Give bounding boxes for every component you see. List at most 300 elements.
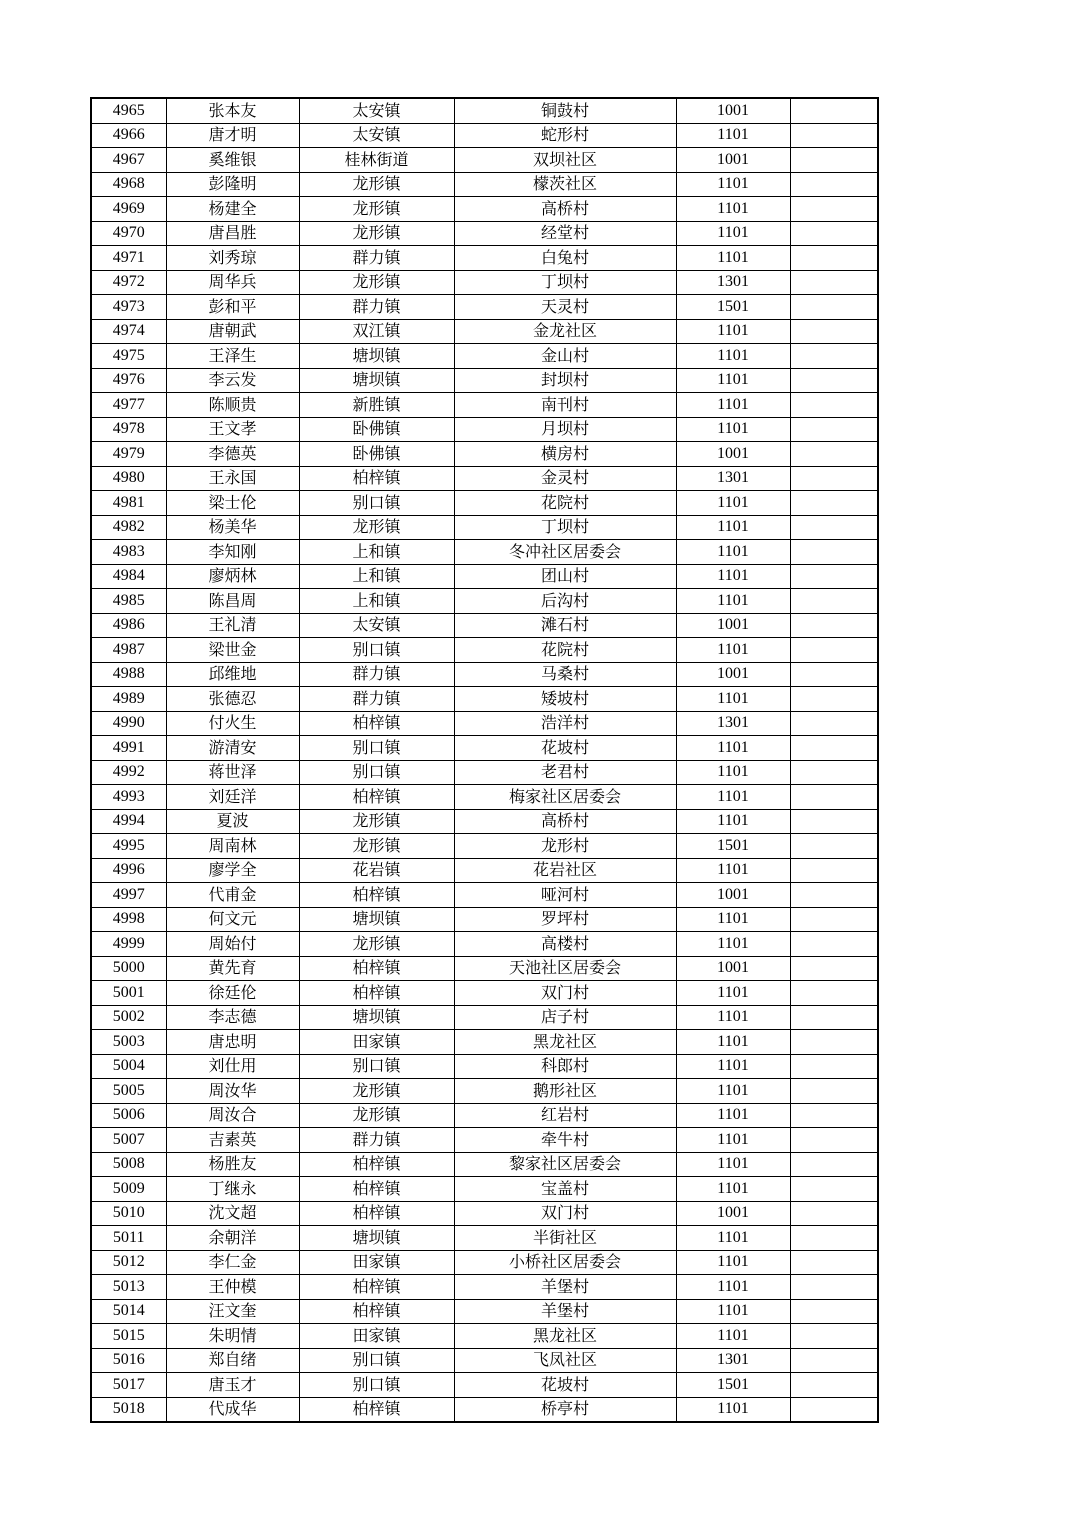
record-number-cell: 4975 [91, 344, 166, 369]
remark-cell [790, 1397, 878, 1422]
village-cell: 白兔村 [454, 246, 676, 271]
record-number-cell: 4967 [91, 148, 166, 173]
code-cell: 1101 [676, 1005, 790, 1030]
table-row [91, 858, 878, 883]
table-row [91, 736, 878, 761]
town-cell: 别口镇 [299, 1054, 454, 1079]
name-cell: 沈文超 [166, 1201, 299, 1226]
table-row [91, 1152, 878, 1177]
table-row [91, 466, 878, 491]
village-cell: 封坝村 [454, 368, 676, 393]
name-cell: 陈昌周 [166, 589, 299, 614]
town-cell: 上和镇 [299, 589, 454, 614]
remark-cell [790, 687, 878, 712]
name-cell: 代成华 [166, 1397, 299, 1422]
record-number-cell: 4968 [91, 172, 166, 197]
record-number-cell: 5005 [91, 1079, 166, 1104]
town-cell: 群力镇 [299, 1128, 454, 1153]
village-cell: 双坝社区 [454, 148, 676, 173]
record-number-cell: 4966 [91, 123, 166, 148]
village-cell: 冬冲社区居委会 [454, 540, 676, 565]
town-cell: 太安镇 [299, 613, 454, 638]
table-row [91, 589, 878, 614]
name-cell: 周始付 [166, 932, 299, 957]
table-row [91, 834, 878, 859]
code-cell: 1501 [676, 834, 790, 859]
remark-cell [790, 1226, 878, 1251]
code-cell: 1301 [676, 711, 790, 736]
remark-cell [790, 932, 878, 957]
remark-cell [790, 197, 878, 222]
table-row [91, 809, 878, 834]
table-row [91, 907, 878, 932]
name-cell: 邱维地 [166, 662, 299, 687]
village-cell: 花院村 [454, 491, 676, 516]
remark-cell [790, 344, 878, 369]
record-number-cell: 4969 [91, 197, 166, 222]
record-number-cell: 5008 [91, 1152, 166, 1177]
remark-cell [790, 1177, 878, 1202]
table-row [91, 172, 878, 197]
name-cell: 王永国 [166, 466, 299, 491]
village-cell: 团山村 [454, 564, 676, 589]
remark-cell [790, 393, 878, 418]
town-cell: 太安镇 [299, 123, 454, 148]
town-cell: 别口镇 [299, 760, 454, 785]
name-cell: 杨美华 [166, 515, 299, 540]
remark-cell [790, 1152, 878, 1177]
village-cell: 双门村 [454, 1201, 676, 1226]
table-row [91, 932, 878, 957]
remark-cell [790, 491, 878, 516]
town-cell: 别口镇 [299, 736, 454, 761]
code-cell: 1101 [676, 932, 790, 957]
record-number-cell: 4979 [91, 442, 166, 467]
remark-cell [790, 858, 878, 883]
name-cell: 奚维银 [166, 148, 299, 173]
record-number-cell: 4970 [91, 221, 166, 246]
name-cell: 张本友 [166, 98, 299, 123]
code-cell: 1101 [676, 417, 790, 442]
code-cell: 1101 [676, 344, 790, 369]
table-row [91, 564, 878, 589]
code-cell: 1101 [676, 491, 790, 516]
name-cell: 唐朝武 [166, 319, 299, 344]
name-cell: 刘仕用 [166, 1054, 299, 1079]
record-number-cell: 5011 [91, 1226, 166, 1251]
town-cell: 龙形镇 [299, 932, 454, 957]
code-cell: 1101 [676, 319, 790, 344]
record-number-cell: 4991 [91, 736, 166, 761]
record-number-cell: 5015 [91, 1324, 166, 1349]
remark-cell [790, 736, 878, 761]
village-cell: 浩洋村 [454, 711, 676, 736]
code-cell: 1101 [676, 1226, 790, 1251]
remark-cell [790, 246, 878, 271]
village-cell: 蛇形村 [454, 123, 676, 148]
name-cell: 彭隆明 [166, 172, 299, 197]
town-cell: 塘坝镇 [299, 1226, 454, 1251]
village-cell: 牵牛村 [454, 1128, 676, 1153]
table-row [91, 319, 878, 344]
table-row [91, 638, 878, 663]
table-row [91, 442, 878, 467]
record-number-cell: 4981 [91, 491, 166, 516]
town-cell: 别口镇 [299, 1348, 454, 1373]
record-number-cell: 5012 [91, 1250, 166, 1275]
village-cell: 高桥村 [454, 197, 676, 222]
code-cell: 1101 [676, 760, 790, 785]
village-cell: 黑龙社区 [454, 1030, 676, 1055]
village-cell: 双门村 [454, 981, 676, 1006]
code-cell: 1101 [676, 1128, 790, 1153]
code-cell: 1101 [676, 368, 790, 393]
name-cell: 余朝洋 [166, 1226, 299, 1251]
name-cell: 夏波 [166, 809, 299, 834]
remark-cell [790, 1103, 878, 1128]
town-cell: 新胜镇 [299, 393, 454, 418]
town-cell: 龙形镇 [299, 172, 454, 197]
town-cell: 柏梓镇 [299, 1275, 454, 1300]
code-cell: 1001 [676, 662, 790, 687]
remark-cell [790, 1348, 878, 1373]
table-row [91, 417, 878, 442]
village-cell: 天池社区居委会 [454, 956, 676, 981]
table-row [91, 1373, 878, 1398]
remark-cell [790, 172, 878, 197]
remark-cell [790, 1030, 878, 1055]
code-cell: 1101 [676, 981, 790, 1006]
record-number-cell: 4965 [91, 98, 166, 123]
village-cell: 天灵村 [454, 295, 676, 320]
village-cell: 科郎村 [454, 1054, 676, 1079]
remark-cell [790, 907, 878, 932]
table-row [91, 148, 878, 173]
record-number-cell: 4990 [91, 711, 166, 736]
code-cell: 1101 [676, 1324, 790, 1349]
name-cell: 李仁金 [166, 1250, 299, 1275]
village-cell: 老君村 [454, 760, 676, 785]
record-number-cell: 4996 [91, 858, 166, 883]
name-cell: 周汝合 [166, 1103, 299, 1128]
remark-cell [790, 1324, 878, 1349]
town-cell: 柏梓镇 [299, 1177, 454, 1202]
town-cell: 柏梓镇 [299, 1299, 454, 1324]
remark-cell [790, 1250, 878, 1275]
remark-cell [790, 1373, 878, 1398]
code-cell: 1101 [676, 540, 790, 565]
village-cell: 后沟村 [454, 589, 676, 614]
record-number-cell: 5003 [91, 1030, 166, 1055]
name-cell: 唐玉才 [166, 1373, 299, 1398]
code-cell: 1001 [676, 148, 790, 173]
table-row [91, 687, 878, 712]
code-cell: 1301 [676, 270, 790, 295]
village-cell: 黑龙社区 [454, 1324, 676, 1349]
town-cell: 塘坝镇 [299, 344, 454, 369]
town-cell: 花岩镇 [299, 858, 454, 883]
table-row [91, 368, 878, 393]
record-number-cell: 5017 [91, 1373, 166, 1398]
name-cell: 彭和平 [166, 295, 299, 320]
village-cell: 飞凤社区 [454, 1348, 676, 1373]
table-row [91, 956, 878, 981]
record-number-cell: 5004 [91, 1054, 166, 1079]
town-cell: 柏梓镇 [299, 1397, 454, 1422]
village-cell: 红岩村 [454, 1103, 676, 1128]
remark-cell [790, 540, 878, 565]
town-cell: 柏梓镇 [299, 711, 454, 736]
table-row [91, 760, 878, 785]
village-cell: 花坡村 [454, 736, 676, 761]
table-row [91, 1299, 878, 1324]
table-row [91, 662, 878, 687]
village-cell: 金龙社区 [454, 319, 676, 344]
village-cell: 滩石村 [454, 613, 676, 638]
remark-cell [790, 1128, 878, 1153]
code-cell: 1101 [676, 393, 790, 418]
record-number-cell: 5016 [91, 1348, 166, 1373]
record-number-cell: 5013 [91, 1275, 166, 1300]
name-cell: 刘秀琼 [166, 246, 299, 271]
town-cell: 双江镇 [299, 319, 454, 344]
table-row [91, 883, 878, 908]
village-cell: 龙形村 [454, 834, 676, 859]
town-cell: 别口镇 [299, 638, 454, 663]
record-number-cell: 5006 [91, 1103, 166, 1128]
remark-cell [790, 515, 878, 540]
table-row [91, 344, 878, 369]
table-row [91, 1128, 878, 1153]
code-cell: 1501 [676, 295, 790, 320]
town-cell: 田家镇 [299, 1250, 454, 1275]
table-row [91, 1275, 878, 1300]
name-cell: 杨建全 [166, 197, 299, 222]
name-cell: 李德英 [166, 442, 299, 467]
record-number-cell: 4992 [91, 760, 166, 785]
village-cell: 小桥社区居委会 [454, 1250, 676, 1275]
name-cell: 杨胜友 [166, 1152, 299, 1177]
table-row [91, 1348, 878, 1373]
record-number-cell: 5001 [91, 981, 166, 1006]
name-cell: 郑自绪 [166, 1348, 299, 1373]
village-cell: 梅家社区居委会 [454, 785, 676, 810]
table-row [91, 1103, 878, 1128]
town-cell: 太安镇 [299, 98, 454, 123]
table-row [91, 1079, 878, 1104]
town-cell: 龙形镇 [299, 515, 454, 540]
village-cell: 店子村 [454, 1005, 676, 1030]
code-cell: 1101 [676, 1030, 790, 1055]
table-row [91, 613, 878, 638]
record-number-cell: 4989 [91, 687, 166, 712]
remark-cell [790, 834, 878, 859]
village-cell: 宝盖村 [454, 1177, 676, 1202]
record-table-body [91, 98, 878, 1422]
remark-cell [790, 589, 878, 614]
name-cell: 周南林 [166, 834, 299, 859]
code-cell: 1101 [676, 736, 790, 761]
name-cell: 游清安 [166, 736, 299, 761]
town-cell: 龙形镇 [299, 809, 454, 834]
village-cell: 经堂村 [454, 221, 676, 246]
record-number-cell: 4971 [91, 246, 166, 271]
town-cell: 上和镇 [299, 540, 454, 565]
town-cell: 龙形镇 [299, 270, 454, 295]
village-cell: 罗坪村 [454, 907, 676, 932]
remark-cell [790, 638, 878, 663]
remark-cell [790, 1005, 878, 1030]
code-cell: 1001 [676, 442, 790, 467]
table-row [91, 246, 878, 271]
village-cell: 马桑村 [454, 662, 676, 687]
name-cell: 张德忍 [166, 687, 299, 712]
village-cell: 矮坡村 [454, 687, 676, 712]
remark-cell [790, 711, 878, 736]
record-number-cell: 4983 [91, 540, 166, 565]
table-row [91, 1201, 878, 1226]
code-cell: 1101 [676, 1103, 790, 1128]
code-cell: 1001 [676, 883, 790, 908]
town-cell: 柏梓镇 [299, 883, 454, 908]
name-cell: 丁继永 [166, 1177, 299, 1202]
name-cell: 唐才明 [166, 123, 299, 148]
name-cell: 王泽生 [166, 344, 299, 369]
name-cell: 徐廷伦 [166, 981, 299, 1006]
town-cell: 田家镇 [299, 1030, 454, 1055]
name-cell: 李志德 [166, 1005, 299, 1030]
remark-cell [790, 442, 878, 467]
record-number-cell: 4977 [91, 393, 166, 418]
town-cell: 柏梓镇 [299, 785, 454, 810]
town-cell: 龙形镇 [299, 197, 454, 222]
remark-cell [790, 564, 878, 589]
record-number-cell: 5000 [91, 956, 166, 981]
remark-cell [790, 1275, 878, 1300]
name-cell: 蒋世泽 [166, 760, 299, 785]
record-number-cell: 5018 [91, 1397, 166, 1422]
remark-cell [790, 368, 878, 393]
village-cell: 檬茨社区 [454, 172, 676, 197]
table-row [91, 1250, 878, 1275]
remark-cell [790, 956, 878, 981]
table-row [91, 270, 878, 295]
table-row [91, 393, 878, 418]
village-cell: 丁坝村 [454, 515, 676, 540]
town-cell: 柏梓镇 [299, 981, 454, 1006]
town-cell: 柏梓镇 [299, 1152, 454, 1177]
town-cell: 龙形镇 [299, 834, 454, 859]
village-cell: 哑河村 [454, 883, 676, 908]
name-cell: 付火生 [166, 711, 299, 736]
remark-cell [790, 123, 878, 148]
table-row [91, 197, 878, 222]
record-number-cell: 4997 [91, 883, 166, 908]
remark-cell [790, 98, 878, 123]
code-cell: 1301 [676, 1348, 790, 1373]
remark-cell [790, 295, 878, 320]
remark-cell [790, 883, 878, 908]
table-row [91, 1397, 878, 1422]
record-number-cell: 4995 [91, 834, 166, 859]
town-cell: 群力镇 [299, 295, 454, 320]
remark-cell [790, 466, 878, 491]
remark-cell [790, 809, 878, 834]
town-cell: 塘坝镇 [299, 368, 454, 393]
code-cell: 1101 [676, 1275, 790, 1300]
code-cell: 1101 [676, 785, 790, 810]
record-number-cell: 4974 [91, 319, 166, 344]
town-cell: 柏梓镇 [299, 466, 454, 491]
table-row [91, 1226, 878, 1251]
table-row [91, 1324, 878, 1349]
remark-cell [790, 221, 878, 246]
town-cell: 上和镇 [299, 564, 454, 589]
name-cell: 黄先育 [166, 956, 299, 981]
name-cell: 王仲模 [166, 1275, 299, 1300]
record-number-cell: 4999 [91, 932, 166, 957]
code-cell: 1101 [676, 1079, 790, 1104]
code-cell: 1101 [676, 123, 790, 148]
town-cell: 龙形镇 [299, 1079, 454, 1104]
name-cell: 廖炳林 [166, 564, 299, 589]
code-cell: 1101 [676, 172, 790, 197]
town-cell: 群力镇 [299, 687, 454, 712]
record-number-cell: 4986 [91, 613, 166, 638]
village-cell: 横房村 [454, 442, 676, 467]
village-cell: 金灵村 [454, 466, 676, 491]
town-cell: 塘坝镇 [299, 1005, 454, 1030]
remark-cell [790, 1201, 878, 1226]
town-cell: 别口镇 [299, 1373, 454, 1398]
name-cell: 廖学全 [166, 858, 299, 883]
town-cell: 卧佛镇 [299, 417, 454, 442]
table-row [91, 515, 878, 540]
remark-cell [790, 760, 878, 785]
name-cell: 何文元 [166, 907, 299, 932]
name-cell: 陈顺贵 [166, 393, 299, 418]
remark-cell [790, 1079, 878, 1104]
town-cell: 卧佛镇 [299, 442, 454, 467]
table-row [91, 98, 878, 123]
village-cell: 花坡村 [454, 1373, 676, 1398]
code-cell: 1101 [676, 515, 790, 540]
table-row [91, 491, 878, 516]
code-cell: 1101 [676, 1299, 790, 1324]
record-number-cell: 4976 [91, 368, 166, 393]
code-cell: 1501 [676, 1373, 790, 1398]
name-cell: 梁士伦 [166, 491, 299, 516]
table-row [91, 711, 878, 736]
remark-cell [790, 319, 878, 344]
table-row [91, 540, 878, 565]
record-number-cell: 5014 [91, 1299, 166, 1324]
table-row [91, 981, 878, 1006]
code-cell: 1101 [676, 1397, 790, 1422]
code-cell: 1101 [676, 1054, 790, 1079]
village-cell: 鹅形社区 [454, 1079, 676, 1104]
record-number-cell: 4985 [91, 589, 166, 614]
table-row [91, 1177, 878, 1202]
record-number-cell: 4984 [91, 564, 166, 589]
name-cell: 唐忠明 [166, 1030, 299, 1055]
code-cell: 1101 [676, 809, 790, 834]
record-number-cell: 5002 [91, 1005, 166, 1030]
town-cell: 群力镇 [299, 246, 454, 271]
town-cell: 群力镇 [299, 662, 454, 687]
name-cell: 汪文奎 [166, 1299, 299, 1324]
name-cell: 刘廷洋 [166, 785, 299, 810]
